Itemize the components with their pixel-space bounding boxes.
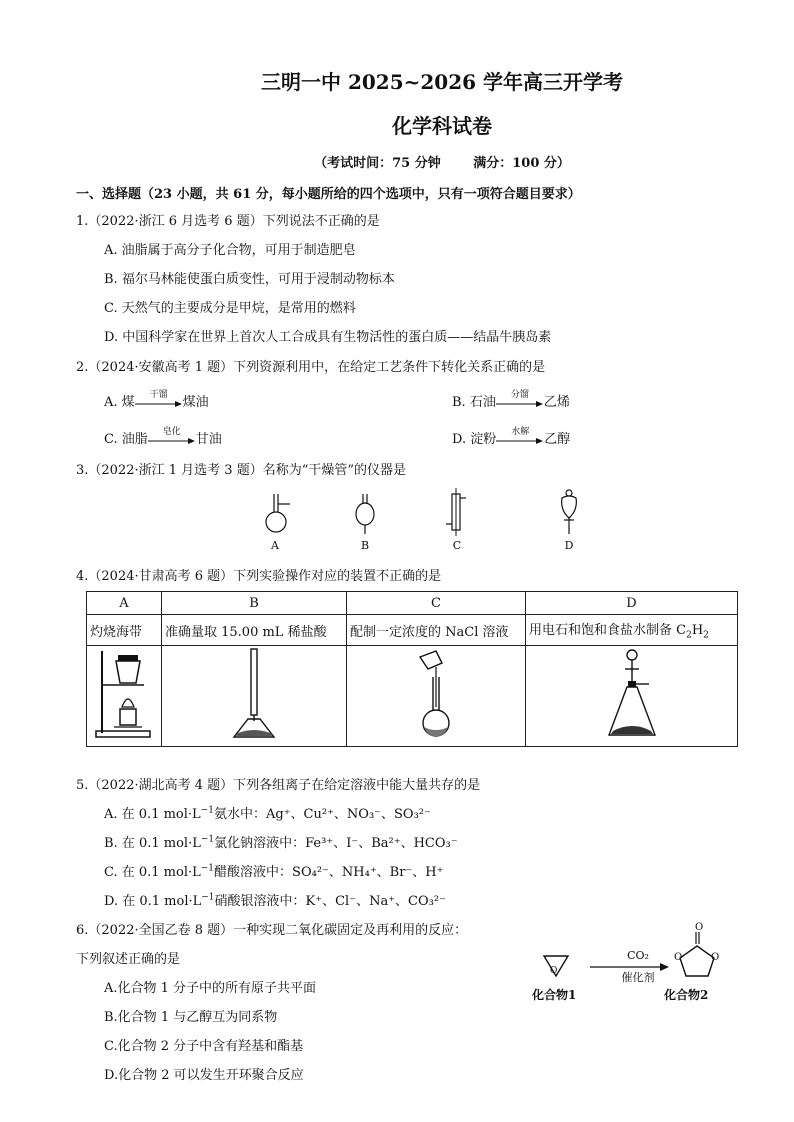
q4-table [86,591,738,747]
q4-pic-a [87,646,162,747]
q2-d-reactant: D. 淀粉 [452,432,497,447]
apparatus-d-icon [554,488,584,538]
q5-option-c [104,861,444,880]
q2-c-reactant: C. 油脂 [104,432,148,447]
crucible-stand-icon [94,647,154,741]
q4-op-d-sub2: 2 [703,630,709,641]
q4-pic-b [162,646,347,747]
q2-stem: 2.（2024·安徽高考 1 题）下列资源利用中，在给定工艺条件下转化关系正确的是 [76,360,546,375]
section-heading: 一、选择题（23 小题，共 61 分，每小题所给的四个选项中，只有一项符合题目要求） [76,187,581,202]
apparatus-b-label: B [360,539,370,552]
apparatus-d-label: D [564,539,574,552]
q4-op-c: 配制一定浓度的 NaCl 溶液 [347,615,526,646]
q6-option-c: C.化合物 2 分子中含有羟基和酯基 [104,1039,304,1054]
q5-c-text: 醋酸溶液中：SO₄²⁻、NH₄⁺、Br⁻、H⁺ [214,865,444,880]
q5-option-b [104,832,458,851]
q3-stem: 3.（2022·浙江 1 月选考 3 题）名称为“干燥管”的仪器是 [76,463,406,478]
q1-option-b: B. 福尔马林能使蛋白质变性，可用于浸制动物标本 [104,272,395,287]
epoxide-o-label: O [550,966,558,976]
gas-generator-icon [597,647,667,741]
q2-d-arrow [496,426,544,448]
compound2-label: 化合物2 [664,988,709,1002]
q2-c-condition: 皂化 [162,426,181,437]
q6-option-b: B.化合物 1 与乙醇互为同系物 [104,1010,278,1025]
exam-subtitle: 化学科试卷 [392,114,492,138]
q5-option-a [104,803,431,822]
apparatus-a-label: A [271,539,279,552]
arrow-icon [135,401,183,407]
q4-op-a: 灼烧海带 [87,615,162,646]
q2-b-product: 乙烯 [543,395,570,410]
q5-b-prefix: B. 在 0.1 mol·L [104,836,201,851]
q4-op-d-sub: 2 [686,630,692,641]
exam-time: （考试时间：75 分钟 [314,156,441,171]
q2-c-product: 甘油 [195,432,222,447]
q5-c-prefix: C. 在 0.1 mol·L [104,865,201,880]
apparatus-c-label: C [452,539,462,552]
q2-d-product: 乙醇 [544,432,571,447]
q6-option-a: A.化合物 1 分子中的所有原子共平面 [104,981,317,996]
carbonate-o-top: O [695,922,704,933]
q5-b-text: 氯化钠溶液中：Fe³⁺、I⁻、Ba²⁺、HCO₃⁻ [214,836,458,851]
q6-stem2: 下列叙述正确的是 [76,952,181,967]
carbonate-o-left: O [674,952,683,963]
apparatus-c-icon [444,488,470,538]
carbonate-o-right: O [711,952,720,963]
q5-stem: 5.（2022·湖北高考 4 题）下列各组离子在给定溶液中能大量共存的是 [76,778,481,793]
exam-meta [0,152,794,171]
q5-b-sup: −1 [200,834,215,845]
q5-a-text: 氨水中：Ag⁺、Cu²⁺、NO₃⁻、SO₃²⁻ [213,807,431,822]
q2-option-a [104,391,209,411]
q2-a-product: 煤油 [182,395,209,410]
arrow-icon [148,438,196,444]
q4-op-d-text: 用电石和饱和食盐水制备 C [529,623,687,639]
q4-op-b: 准确量取 15.00 mL 稀盐酸 [162,615,347,646]
q4-op-d [526,615,738,646]
q4-header-a: A [87,592,162,615]
q2-c-arrow [148,426,196,448]
q2-option-d [452,428,570,448]
arrow-icon [496,401,544,407]
volumetric-flask-icon [406,647,466,741]
apparatus-a-icon [258,492,292,538]
q4-op-d-h: H [691,623,704,639]
q6-option-d: D.化合物 2 可以发生开环聚合反应 [104,1068,304,1083]
q2-b-arrow [496,389,544,411]
q2-option-b [452,391,570,411]
q2-a-arrow [135,389,183,411]
q4-pic-c [347,646,526,747]
q1-option-a: A. 油脂属于高分子化合物，可用于制造肥皂 [104,243,356,258]
q6-stem: 6.（2022·全国乙卷 8 题）一种实现二氧化碳固定及再利用的反应： [76,923,468,938]
q2-b-reactant: B. 石油 [452,395,496,410]
reagent-label: CO₂ [627,949,649,962]
q1-option-d: D. 中国科学家在世界上首次人工合成具有生物活性的蛋白质——结晶牛胰岛素 [104,330,552,345]
q2-a-condition: 干馏 [149,389,168,400]
q4-header-c: C [347,592,526,615]
q5-a-sup: −1 [200,805,214,816]
q4-header-d: D [526,592,738,615]
q5-c-sup: −1 [200,863,215,874]
q5-d-prefix: D. 在 0.1 mol·L [104,894,202,909]
q2-d-condition: 水解 [511,426,530,437]
q1-stem: 1.（2022·浙江 6 月选考 6 题）下列说法不正确的是 [76,214,380,229]
catalyst-label: 催化剂 [621,971,655,984]
q2-a-reactant: A. 煤 [104,395,135,410]
q4-stem: 4.（2024·甘肃高考 6 题）下列实验操作对应的装置不正确的是 [76,569,442,584]
q5-d-text: 硝酸银溶液中：K⁺、Cl⁻、Na⁺、CO₃²⁻ [214,894,446,909]
apparatus-b-icon [350,492,380,538]
q5-a-prefix: A. 在 0.1 mol·L [104,807,201,822]
burette-icon [224,647,284,741]
q4-header-b: B [162,592,347,615]
exam-title: 三明一中 2025~2026 学年高三开学考 [260,70,623,94]
exam-score: 满分：100 分） [473,156,570,171]
q2-option-c [104,428,222,448]
compound1-label: 化合物1 [532,988,577,1002]
q5-d-sup: −1 [201,892,215,903]
q2-b-condition: 分馏 [510,389,529,400]
arrow-icon [496,438,544,444]
q1-option-c: C. 天然气的主要成分是甲烷，是常用的燃料 [104,301,356,316]
q5-option-d [104,890,446,909]
q4-pic-d [526,646,738,747]
